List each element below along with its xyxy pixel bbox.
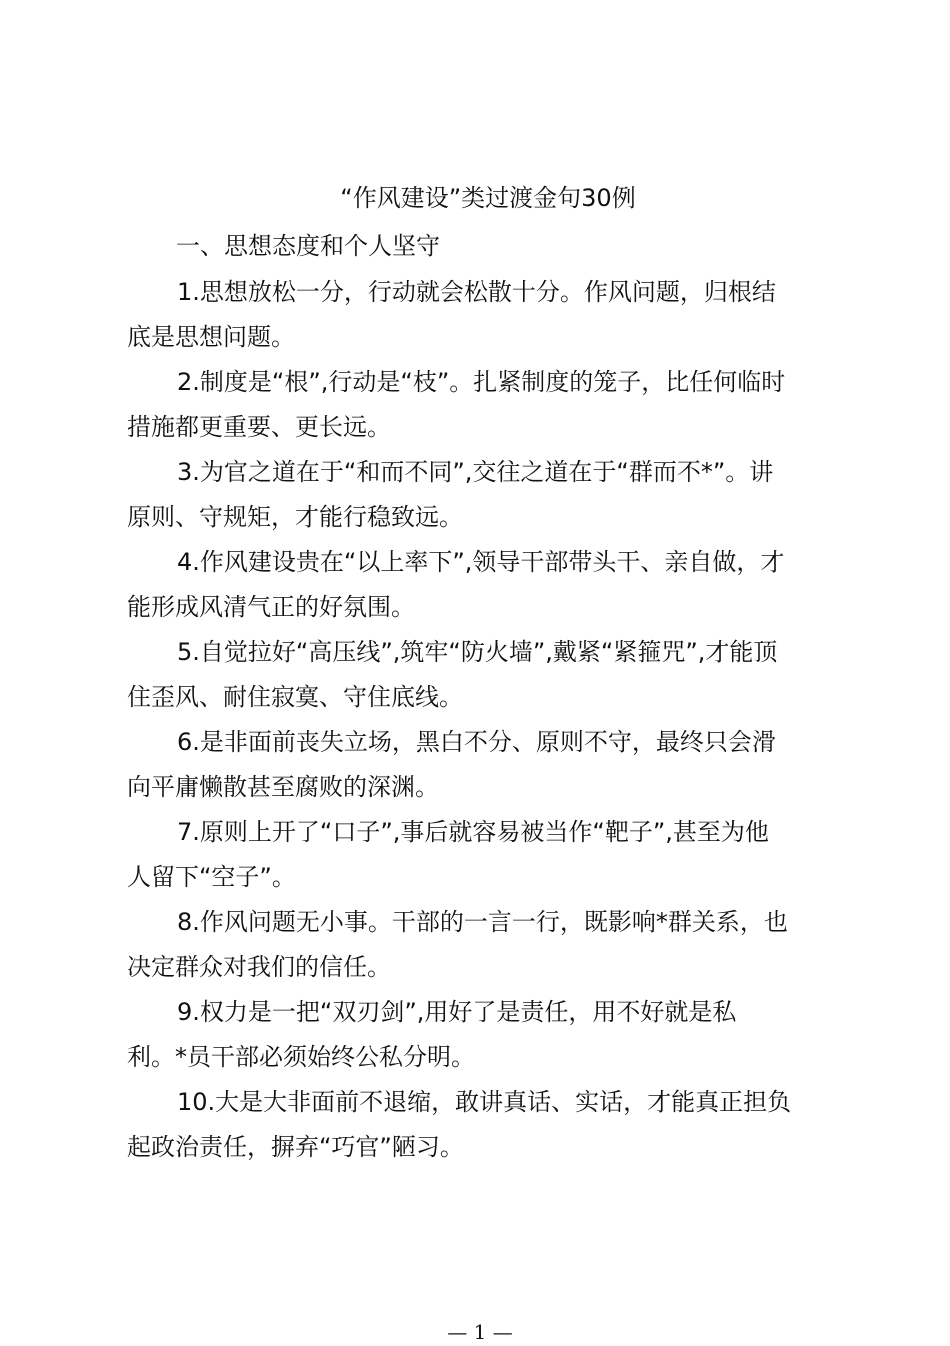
paragraph [127, 360, 833, 450]
paragraph-line: 5.自觉拉好“高压线”,筑牢“防火墙”,戴紧“紧箍咒”,才能顶 [177, 638, 778, 666]
paragraph-line: 向平庸懒散甚至腐败的深渊。 [127, 773, 439, 801]
paragraph-line: 起政治责任，摒弃“巧官”陋习。 [127, 1133, 464, 1161]
paragraph [127, 270, 833, 360]
paragraph-line: 住歪风、耐住寂寞、守住底线。 [127, 683, 463, 711]
paragraph [127, 810, 833, 900]
paragraph-line: 人留下“空子”。 [127, 863, 296, 891]
paragraph-line: 4.作风建设贵在“以上率下”,领导干部带头干、亲自做，才 [177, 548, 785, 576]
paragraph [127, 540, 833, 630]
paragraph [127, 630, 833, 720]
paragraph-line: 原则、守规矩，才能行稳致远。 [127, 503, 463, 531]
paragraph-line: 6.是非面前丧失立场，黑白不分、原则不守，最终只会滑 [177, 728, 776, 756]
paragraph-line: 底是思想问题。 [127, 323, 295, 351]
paragraph [127, 450, 833, 540]
paragraph [127, 720, 833, 810]
paragraph-line: 决定群众对我们的信任。 [127, 953, 391, 981]
paragraph [127, 990, 833, 1080]
section-heading: 一、思想态度和个人坚守 [176, 232, 440, 260]
paragraph [127, 900, 833, 990]
paragraph-line: 3.为官之道在于“和而不同”,交往之道在于“群而不*”。讲 [177, 458, 774, 486]
document-title: “作风建设”类过渡金句30例 [340, 184, 636, 212]
body-text [127, 270, 833, 1170]
paragraph-line: 2.制度是“根”,行动是“枝”。扎紧制度的笼子，比任何临时 [177, 368, 786, 396]
page-number: — 1 — [447, 1320, 513, 1344]
paragraph [127, 1080, 833, 1170]
paragraph-line: 能形成风清气正的好氛围。 [127, 593, 415, 621]
paragraph-line: 9.权力是一把“双刃剑”,用好了是责任，用不好就是私 [177, 998, 737, 1026]
paragraph-line: 7.原则上开了“口子”,事后就容易被当作“靶子”,甚至为他 [177, 818, 769, 846]
paragraph-line: 1.思想放松一分，行动就会松散十分。作风问题，归根结 [177, 278, 776, 306]
paragraph-line: 措施都更重要、更长远。 [127, 413, 391, 441]
paragraph-line: 利。*员干部必须始终公私分明。 [127, 1043, 475, 1071]
paragraph-line: 8.作风问题无小事。干部的一言一行，既影响*群关系，也 [177, 908, 788, 936]
paragraph-line: 10.大是大非面前不退缩，敢讲真话、实话，才能真正担负 [177, 1088, 792, 1116]
